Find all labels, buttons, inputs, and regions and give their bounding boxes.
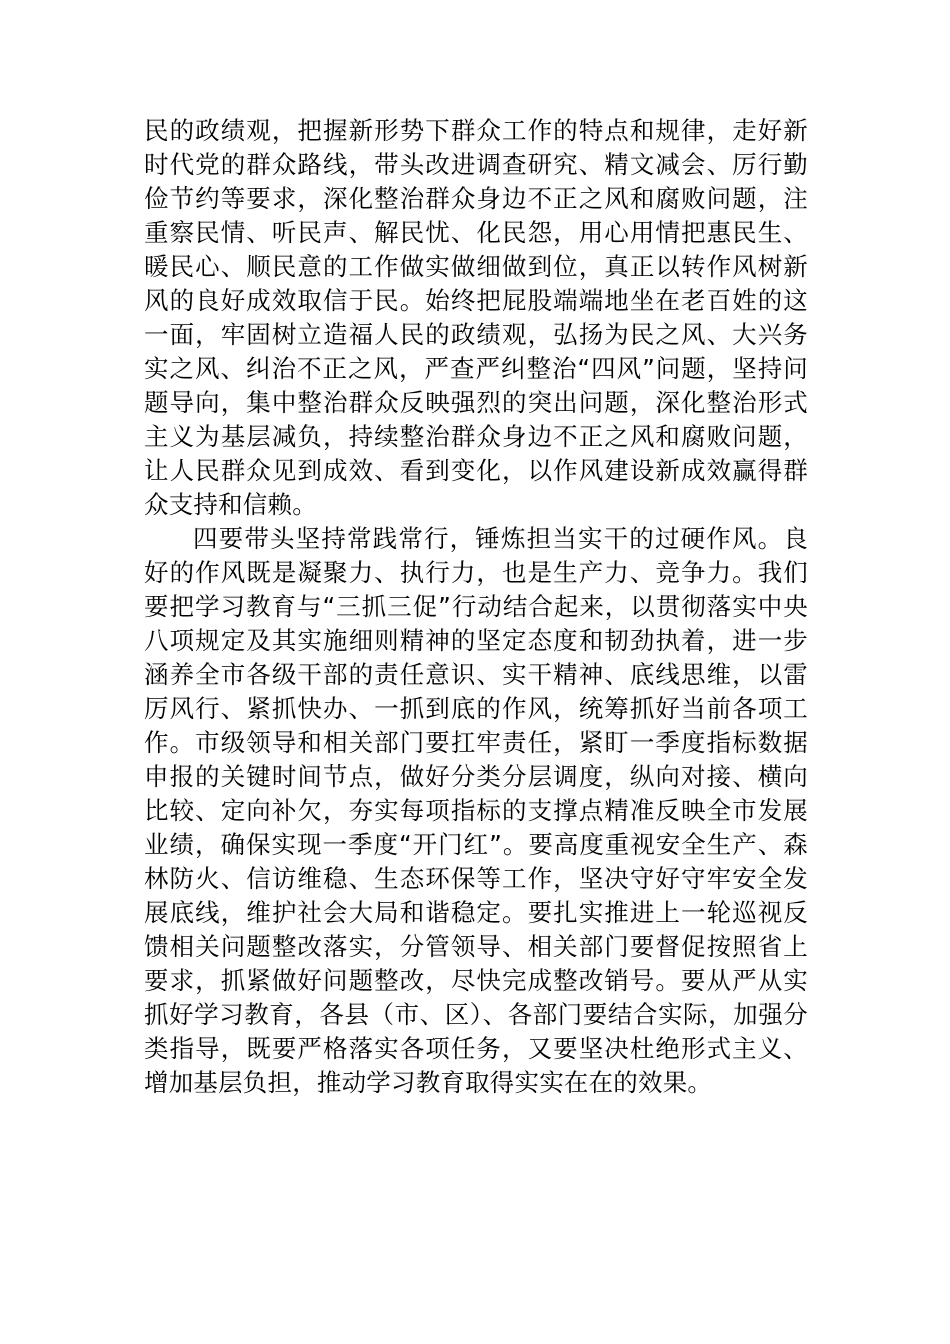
paragraph-1: 民的政绩观，把握新形势下群众工作的特点和规律，走好新时代党的群众路线，带头改进调查研究、精文减会、厉行勤俭节约等要求，深化整治群众身边不正之风和腐败问题，注重察民情、听民声、解民忧、化民怨，用心用情把惠民生、暖民心、顺民意的工作做实做细做到位，真正以转作风树新风的良好成效取信于民。始终把屁股端端地坐在老百姓的这一面，牢固树立造福人民的政绩观，弘扬为民之风、大兴务实之风、纠治不正之风，严查严纠整治“四风”问题，坚持问题导向，集中整治群众反映强烈的突出问题，深化整治形式主义为基层减负，持续整治群众身边不正之风和腐败问题，让人民群众见到成效、看到变化，以作风建设新成效赢得群众支持和信赖。	[144, 116, 808, 519]
document-body	[144, 114, 808, 1100]
paragraph-2: 四要带头坚持常践常行，锤炼担当实干的过硬作风。良好的作风既是凝聚力、执行力，也是生产力、竞争力。我们要把学习教育与“三抓三促”行动结合起来，以贯彻落实中央八项规定及其实施细则精神的坚定态度和韧劲执着，进一步涵养全市各级干部的责任意识、实干精神、底线思维，以雷厉风行、紧抓快办、一抓到底的作风，统筹抓好当前各项工作。市级领导和相关部门要扛牢责任，紧盯一季度指标数据申报的关键时间节点，做好分类分层调度，纵向对接、横向比较、定向补欠，夯实每项指标的支撑点精准反映全市发展业绩，确保实现一季度“开门红”。要高度重视安全生产、森林防火、信访维稳、生态环保等工作，坚决守好守牢安全发展底线，维护社会大局和谐稳定。要扎实推进上一轮巡视反馈相关问题整改落实，分管领导、相关部门要督促按照省上要求，抓紧做好问题整改，尽快完成整改销号。要从严从实抓好学习教育，各县（市、区）、各部门要结合实际，加强分类指导，既要严格落实各项任务，又要坚决杜绝形式主义、增加基层负担，推动学习教育取得实实在在的效果。	[144, 524, 808, 1097]
